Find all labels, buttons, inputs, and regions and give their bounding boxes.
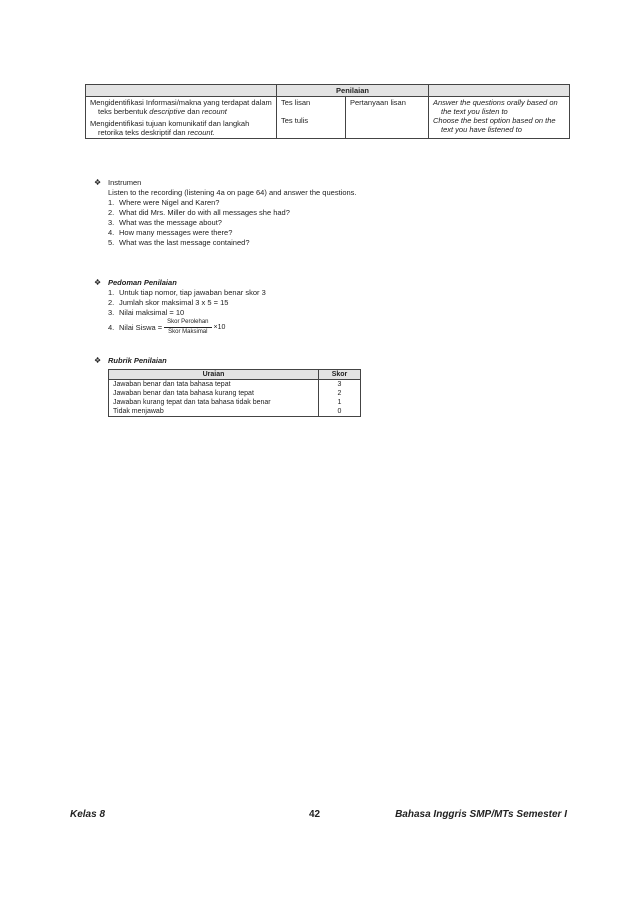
rubric-uraian-cell: Jawaban benar dan tata bahasa tepat: [109, 380, 319, 390]
rubric-skor-cell: 3: [319, 380, 361, 390]
list-item-text: What was the last message contained?: [119, 238, 250, 247]
table-row: [109, 407, 361, 417]
example-cell: [429, 97, 570, 139]
form-cell: Pertanyaan lisan: [346, 97, 429, 139]
technique-2: Tes tulis: [281, 116, 309, 125]
list-item-number: 5.: [108, 238, 115, 247]
diamond-bullet-icon: ❖: [94, 278, 102, 287]
pedoman-list: [108, 288, 266, 318]
list-item: [108, 228, 357, 238]
list-item: [108, 198, 357, 208]
list-item-number: 4.: [108, 228, 115, 237]
formula-label: Nilai Siswa =: [119, 322, 163, 332]
rubric-header-uraian: Uraian: [109, 370, 319, 380]
list-item: [108, 288, 266, 298]
list-item: [108, 298, 266, 308]
formula-fraction: [164, 319, 211, 336]
rubric-uraian-cell: Tidak menjawab: [109, 407, 319, 417]
rubric-skor-cell: 2: [319, 389, 361, 398]
rubric-skor-cell: 1: [319, 398, 361, 407]
indicator-cell: [86, 97, 277, 139]
footer-class: Kelas 8: [70, 809, 106, 820]
rubrik-title: Rubrik Penilaian: [108, 356, 167, 365]
rubrik-section: [94, 356, 167, 366]
list-item: [108, 308, 266, 318]
list-item-number: 3.: [108, 218, 115, 227]
formula-times: ×10: [213, 323, 226, 331]
technique-cell: [277, 97, 346, 139]
table-header-penilaian: Penilaian: [277, 85, 429, 97]
nilai-formula: [119, 319, 225, 336]
rubric-header-skor: Skor: [319, 370, 361, 380]
list-item-text: What was the message about?: [119, 218, 222, 227]
list-item-number: 2.: [108, 208, 115, 217]
list-item-number: 3.: [108, 308, 115, 317]
list-item-text: How many messages were there?: [119, 228, 233, 237]
rubric-uraian-cell: Jawaban kurang tepat dan tata bahasa tidak benar: [109, 398, 319, 407]
page-footer: [0, 809, 638, 823]
formula-denominator: Skor Maksimal: [168, 329, 208, 335]
instrumen-intro: Listen to the recording (listening 4a on page 64) and answer the questions.: [108, 188, 357, 197]
indicator-2-text: Mengidentifikasi tujuan komunikatif dan langkah retorika teks deskriptif dan: [90, 119, 250, 137]
diamond-bullet-icon: ❖: [94, 356, 102, 365]
table-row: [109, 380, 361, 390]
formula-number: 4.: [108, 322, 115, 332]
indicator-1-text: Mengidentifikasi Informasi/makna yang terdapat dalam teks berbentuk: [90, 98, 272, 116]
table-header-blank: [86, 85, 277, 97]
rubric-uraian-cell: Jawaban benar dan tata bahasa kurang tepat: [109, 389, 319, 398]
list-item: [108, 238, 357, 248]
list-item-text: Jumlah skor maksimal 3 x 5 = 15: [119, 298, 229, 307]
table-header-blank: [429, 85, 570, 97]
table-row: [109, 398, 361, 407]
list-item-text: Where were Nigel and Karen?: [119, 198, 220, 207]
page-number: 42: [309, 809, 321, 820]
instrumen-section: [94, 178, 357, 248]
indicator-2-italic: recount.: [187, 128, 215, 137]
indicator-1-italic2: recount: [201, 107, 227, 116]
example-2: Choose the best option based on the text you have listened to: [433, 116, 556, 134]
pedoman-title: Pedoman Penilaian: [108, 278, 177, 287]
rubric-table: [108, 369, 361, 417]
diamond-bullet-icon: ❖: [94, 178, 102, 187]
pedoman-section: [94, 278, 266, 336]
list-item-number: 1.: [108, 288, 115, 297]
indicator-1-italic: descriptive: [149, 107, 186, 116]
list-item-number: 1.: [108, 198, 115, 207]
formula-row: [108, 319, 266, 336]
rubric-skor-cell: 0: [319, 407, 361, 417]
instrumen-title: Instrumen: [108, 178, 142, 187]
technique-1: Tes lisan: [281, 98, 311, 107]
formula-numerator: Skor Perolehan: [164, 319, 211, 328]
table-row: [109, 389, 361, 398]
list-item-number: 2.: [108, 298, 115, 307]
example-1: Answer the questions orally based on the text you listen to: [433, 98, 558, 116]
assessment-table: [85, 84, 570, 139]
instrumen-list: [108, 198, 357, 248]
list-item: [108, 208, 357, 218]
list-item-text: Nilai maksimal = 10: [119, 308, 185, 317]
list-item: [108, 218, 357, 228]
list-item-text: What did Mrs. Miller do with all messages she had?: [119, 208, 290, 217]
list-item-text: Untuk tiap nomor, tiap jawaban benar skor 3: [119, 288, 266, 297]
footer-book-title: Bahasa Inggris SMP/MTs Semester I: [395, 809, 567, 820]
indicator-1-mid: dan: [185, 107, 202, 116]
